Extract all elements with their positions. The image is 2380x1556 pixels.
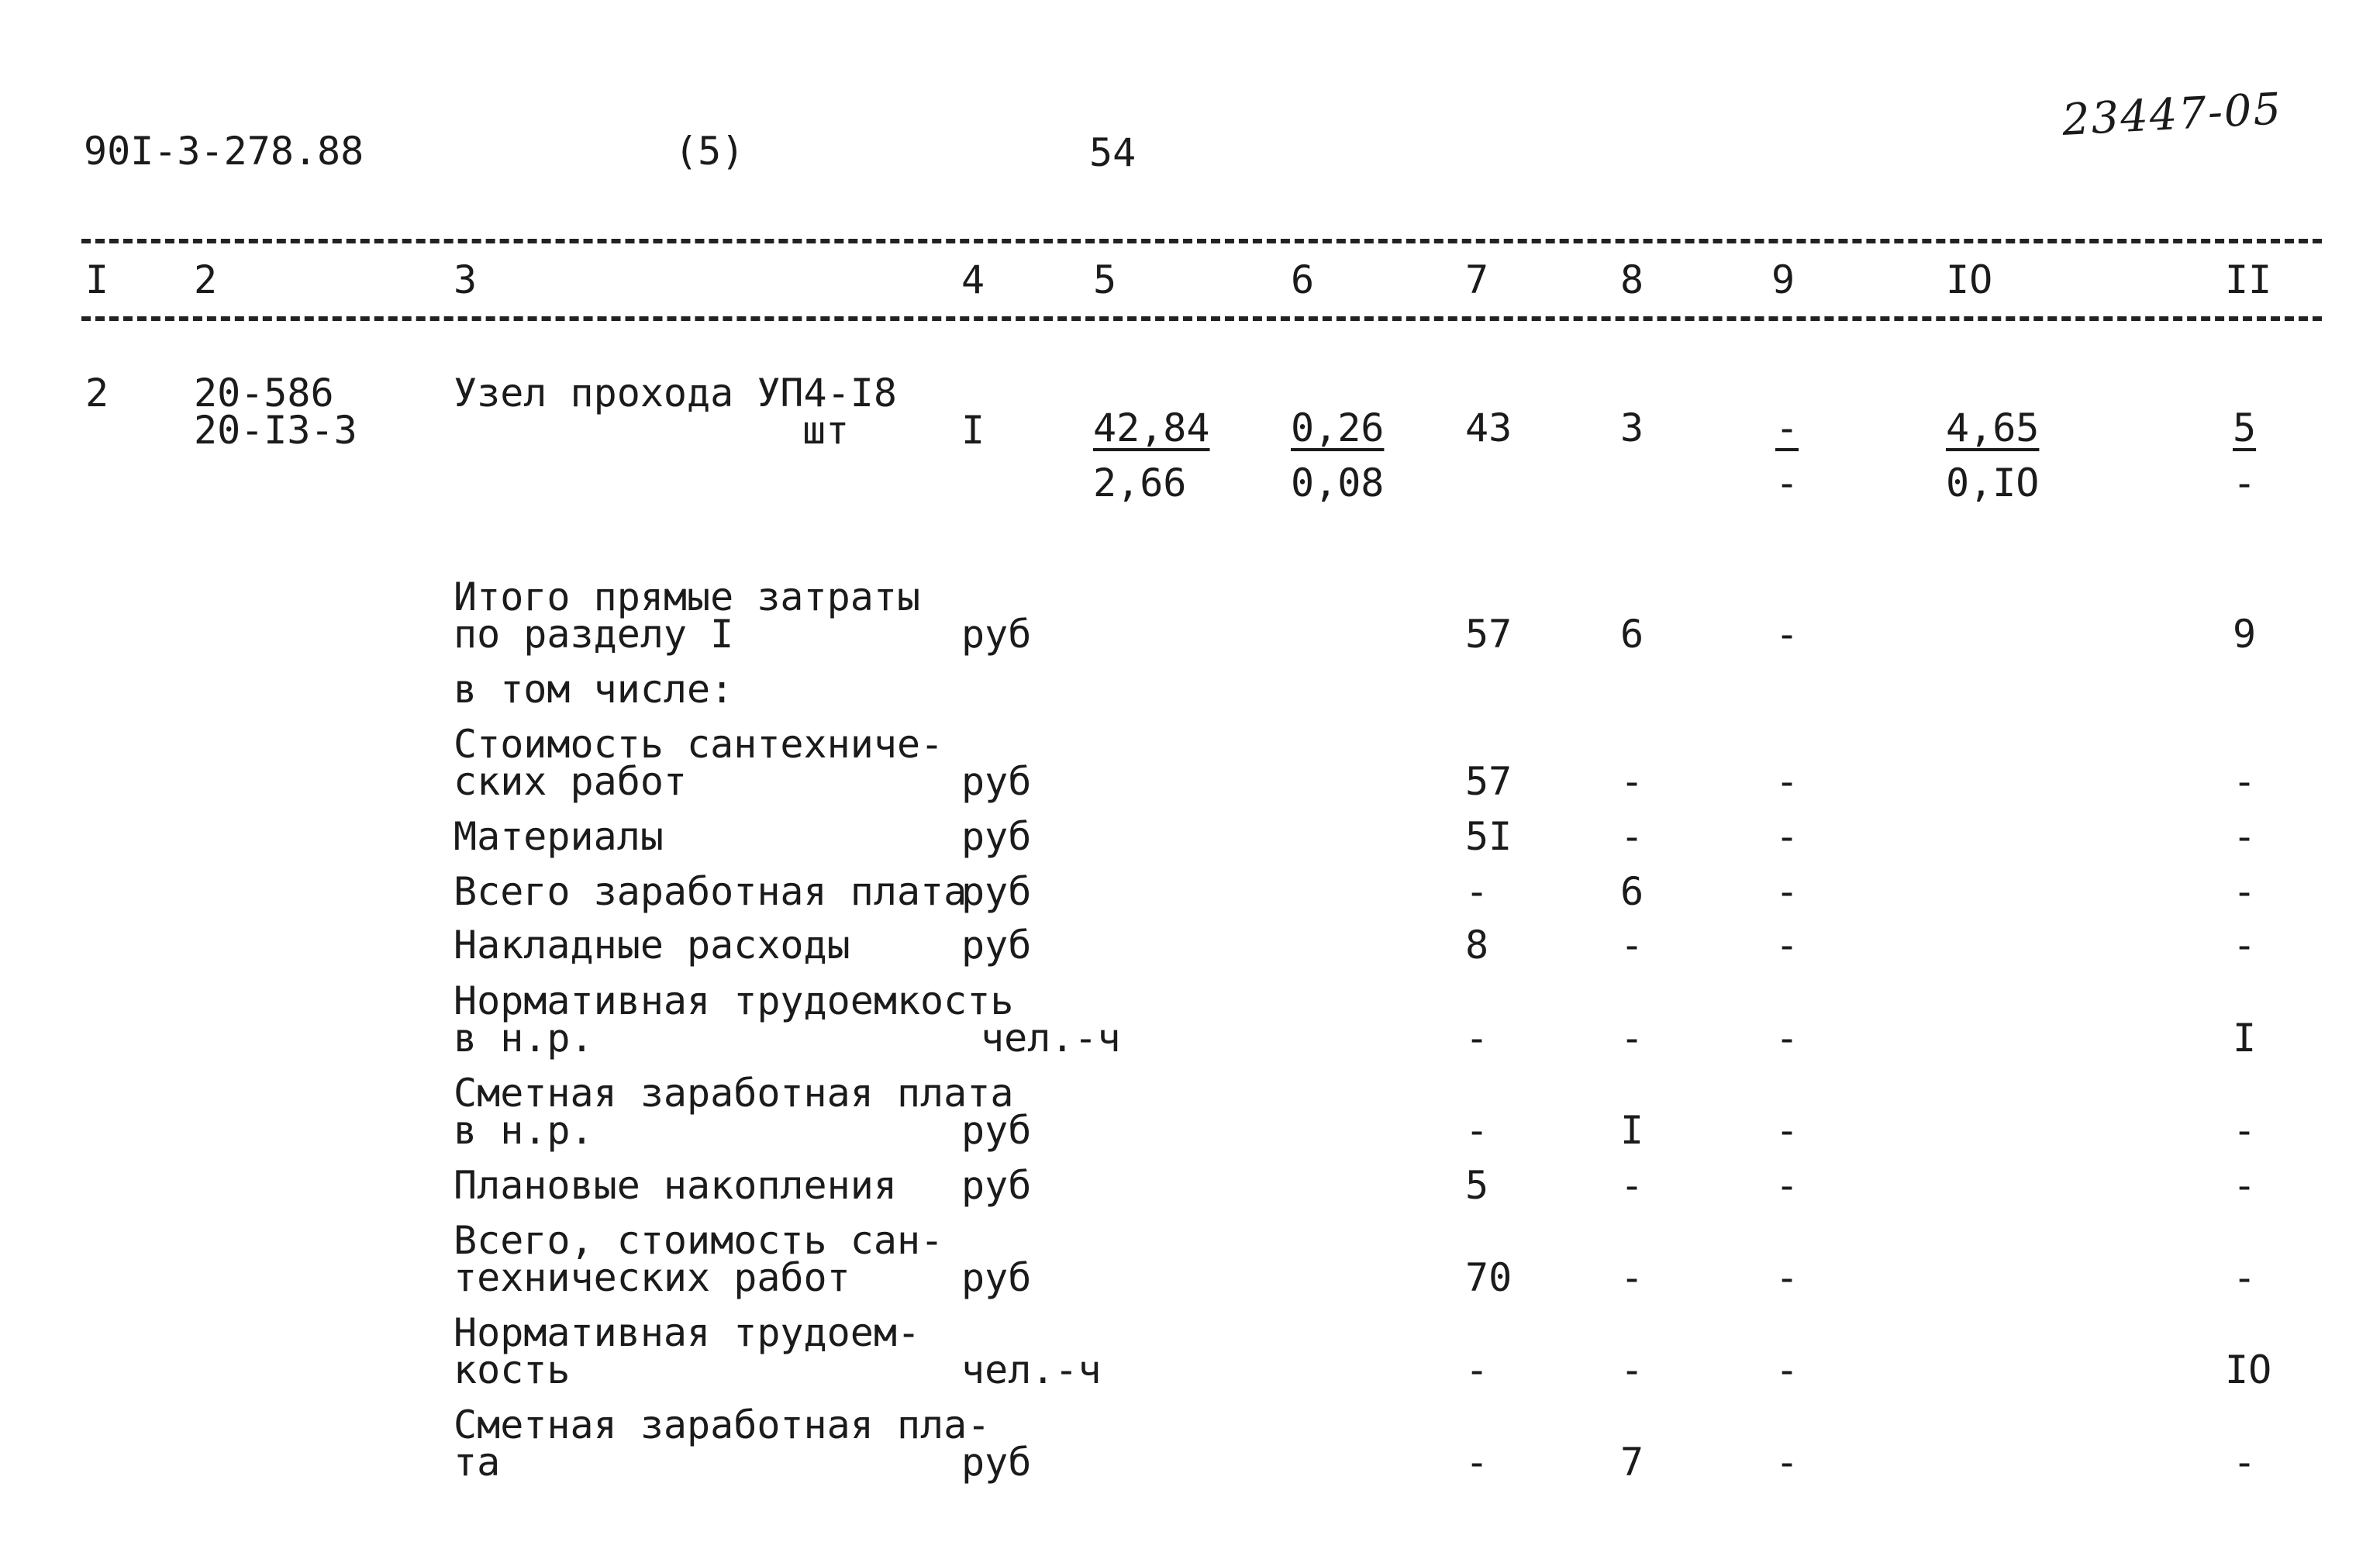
item-code-2: 20-I3-3 bbox=[194, 408, 357, 453]
document-code: 90I-3-278.88 bbox=[84, 129, 364, 174]
page-number: 54 bbox=[1089, 130, 1137, 175]
top-rule bbox=[81, 239, 2322, 243]
col10-value-top: 4,65 bbox=[1946, 405, 2040, 450]
summary-unit: руб bbox=[961, 1255, 1032, 1300]
summary-col7: - bbox=[1465, 1440, 1489, 1485]
header-bottom-rule bbox=[81, 316, 2322, 321]
column-header-3: 3 bbox=[454, 257, 478, 302]
summary-label-line1: Стоимость сантехниче- bbox=[454, 722, 944, 767]
summary-col7: - bbox=[1465, 1016, 1489, 1061]
summary-col7: 8 bbox=[1465, 923, 1489, 968]
summary-label-line1: Материалы bbox=[454, 814, 664, 859]
summary-col9: - bbox=[1775, 1016, 1799, 1061]
summary-col8: - bbox=[1620, 1016, 1644, 1061]
summary-col9: - bbox=[1775, 1163, 1799, 1208]
summary-col7: - bbox=[1465, 1347, 1489, 1392]
summary-col8: 7 bbox=[1620, 1440, 1644, 1485]
summary-col8: 6 bbox=[1620, 612, 1644, 657]
summary-label-line2: по разделу I bbox=[454, 612, 734, 657]
summary-label-line1: Нормативная трудоем- bbox=[454, 1310, 921, 1355]
summary-label-line2: в н.р. bbox=[454, 1108, 594, 1153]
summary-col11: I bbox=[2233, 1016, 2257, 1061]
summary-col9: - bbox=[1775, 1108, 1799, 1153]
summary-col9: - bbox=[1775, 759, 1799, 804]
summary-col11: - bbox=[2233, 1163, 2257, 1208]
summary-col7: 57 bbox=[1465, 612, 1513, 657]
summary-col8: - bbox=[1620, 1163, 1644, 1208]
summary-label-line2: та bbox=[454, 1440, 501, 1485]
summary-col7: - bbox=[1465, 869, 1489, 914]
summary-col7: 70 bbox=[1465, 1255, 1513, 1300]
summary-col11: IO bbox=[2225, 1347, 2272, 1392]
summary-unit: руб bbox=[961, 814, 1032, 859]
summary-col9: - bbox=[1775, 814, 1799, 859]
summary-label-line1: Нормативная трудоемкость bbox=[454, 978, 1014, 1023]
summary-col9: - bbox=[1775, 1440, 1799, 1485]
col6-value-bottom: 0,08 bbox=[1291, 461, 1385, 505]
col9-value-top: - bbox=[1775, 405, 1799, 450]
summary-label-including: в том числе: bbox=[454, 667, 734, 712]
summary-col9: - bbox=[1775, 923, 1799, 968]
summary-label-line1: Накладные расходы bbox=[454, 923, 850, 968]
summary-unit: чел.-ч bbox=[961, 1347, 1102, 1392]
handwritten-stamp: 23447-05 bbox=[2061, 84, 2284, 146]
summary-label-line1: Всего, стоимость сан- bbox=[454, 1218, 944, 1263]
item-unit: шт bbox=[802, 408, 850, 453]
summary-col11: 9 bbox=[2233, 612, 2257, 657]
summary-label-line2: технических работ bbox=[454, 1255, 850, 1300]
summary-col9: - bbox=[1775, 1347, 1799, 1392]
column-header-9: 9 bbox=[1771, 257, 1795, 302]
item-number: 2 bbox=[85, 371, 109, 416]
col9-value-bottom: - bbox=[1775, 461, 1799, 505]
summary-col7: 57 bbox=[1465, 759, 1513, 804]
summary-label-line1: Сметная заработная пла- bbox=[454, 1402, 991, 1447]
item-name: Узел прохода УП4-I8 bbox=[454, 371, 897, 416]
summary-col11: - bbox=[2233, 1108, 2257, 1153]
col5-value-top: 42,84 bbox=[1093, 405, 1210, 450]
column-header-4: 4 bbox=[961, 257, 985, 302]
summary-col8: - bbox=[1620, 923, 1644, 968]
summary-label-line2: ских работ bbox=[454, 759, 688, 804]
summary-col8: - bbox=[1620, 814, 1644, 859]
summary-col9: - bbox=[1775, 1255, 1799, 1300]
summary-label-line1: Всего заработная плата bbox=[454, 869, 968, 914]
summary-col11: - bbox=[2233, 1440, 2257, 1485]
summary-unit: руб bbox=[961, 1440, 1032, 1485]
summary-col7: - bbox=[1465, 1108, 1489, 1153]
summary-col11: - bbox=[2233, 814, 2257, 859]
column-header-1: I bbox=[85, 257, 109, 302]
col8-value: 3 bbox=[1620, 405, 1644, 450]
summary-unit: чел.-ч bbox=[981, 1016, 1121, 1061]
summary-unit: руб bbox=[961, 923, 1032, 968]
summary-label-line2: кость bbox=[454, 1347, 571, 1392]
summary-label-line1: Плановые накопления bbox=[454, 1163, 897, 1208]
column-header-8: 8 bbox=[1620, 257, 1644, 302]
column-header-11: II bbox=[2225, 257, 2272, 302]
summary-label-line1: Итого прямые затраты bbox=[454, 574, 921, 619]
summary-col11: - bbox=[2233, 759, 2257, 804]
summary-col11: - bbox=[2233, 869, 2257, 914]
summary-col11: - bbox=[2233, 923, 2257, 968]
summary-col8: - bbox=[1620, 1255, 1644, 1300]
column-header-5: 5 bbox=[1093, 257, 1117, 302]
item-code-1: 20-586 bbox=[194, 371, 334, 416]
summary-col9: - bbox=[1775, 869, 1799, 914]
column-header-10: IO bbox=[1946, 257, 1993, 302]
col11-value-bottom: - bbox=[2233, 461, 2257, 505]
column-header-2: 2 bbox=[194, 257, 218, 302]
summary-col8: 6 bbox=[1620, 869, 1644, 914]
summary-label-line2: в н.р. bbox=[454, 1016, 594, 1061]
summary-label-line1: Сметная заработная плата bbox=[454, 1071, 1014, 1116]
col10-value-bottom: 0,IO bbox=[1946, 461, 2040, 505]
summary-unit: руб bbox=[961, 1163, 1032, 1208]
column-header-7: 7 bbox=[1465, 257, 1489, 302]
summary-unit: руб bbox=[961, 1108, 1032, 1153]
summary-col7: 5I bbox=[1465, 814, 1513, 859]
item-quantity: I bbox=[961, 408, 985, 453]
sheet-number: (5) bbox=[674, 129, 745, 174]
summary-unit: руб bbox=[961, 612, 1032, 657]
summary-col9: - bbox=[1775, 612, 1799, 657]
col11-value-top: 5 bbox=[2233, 405, 2257, 450]
summary-col8: - bbox=[1620, 1347, 1644, 1392]
summary-unit: руб bbox=[961, 869, 1032, 914]
summary-col8: I bbox=[1620, 1108, 1644, 1153]
col5-value-bottom: 2,66 bbox=[1093, 461, 1187, 505]
summary-col11: - bbox=[2233, 1255, 2257, 1300]
col7-value: 43 bbox=[1465, 405, 1513, 450]
col6-value-top: 0,26 bbox=[1291, 405, 1385, 450]
summary-col8: - bbox=[1620, 759, 1644, 804]
column-header-6: 6 bbox=[1291, 257, 1315, 302]
summary-unit: руб bbox=[961, 759, 1032, 804]
summary-col7: 5 bbox=[1465, 1163, 1489, 1208]
